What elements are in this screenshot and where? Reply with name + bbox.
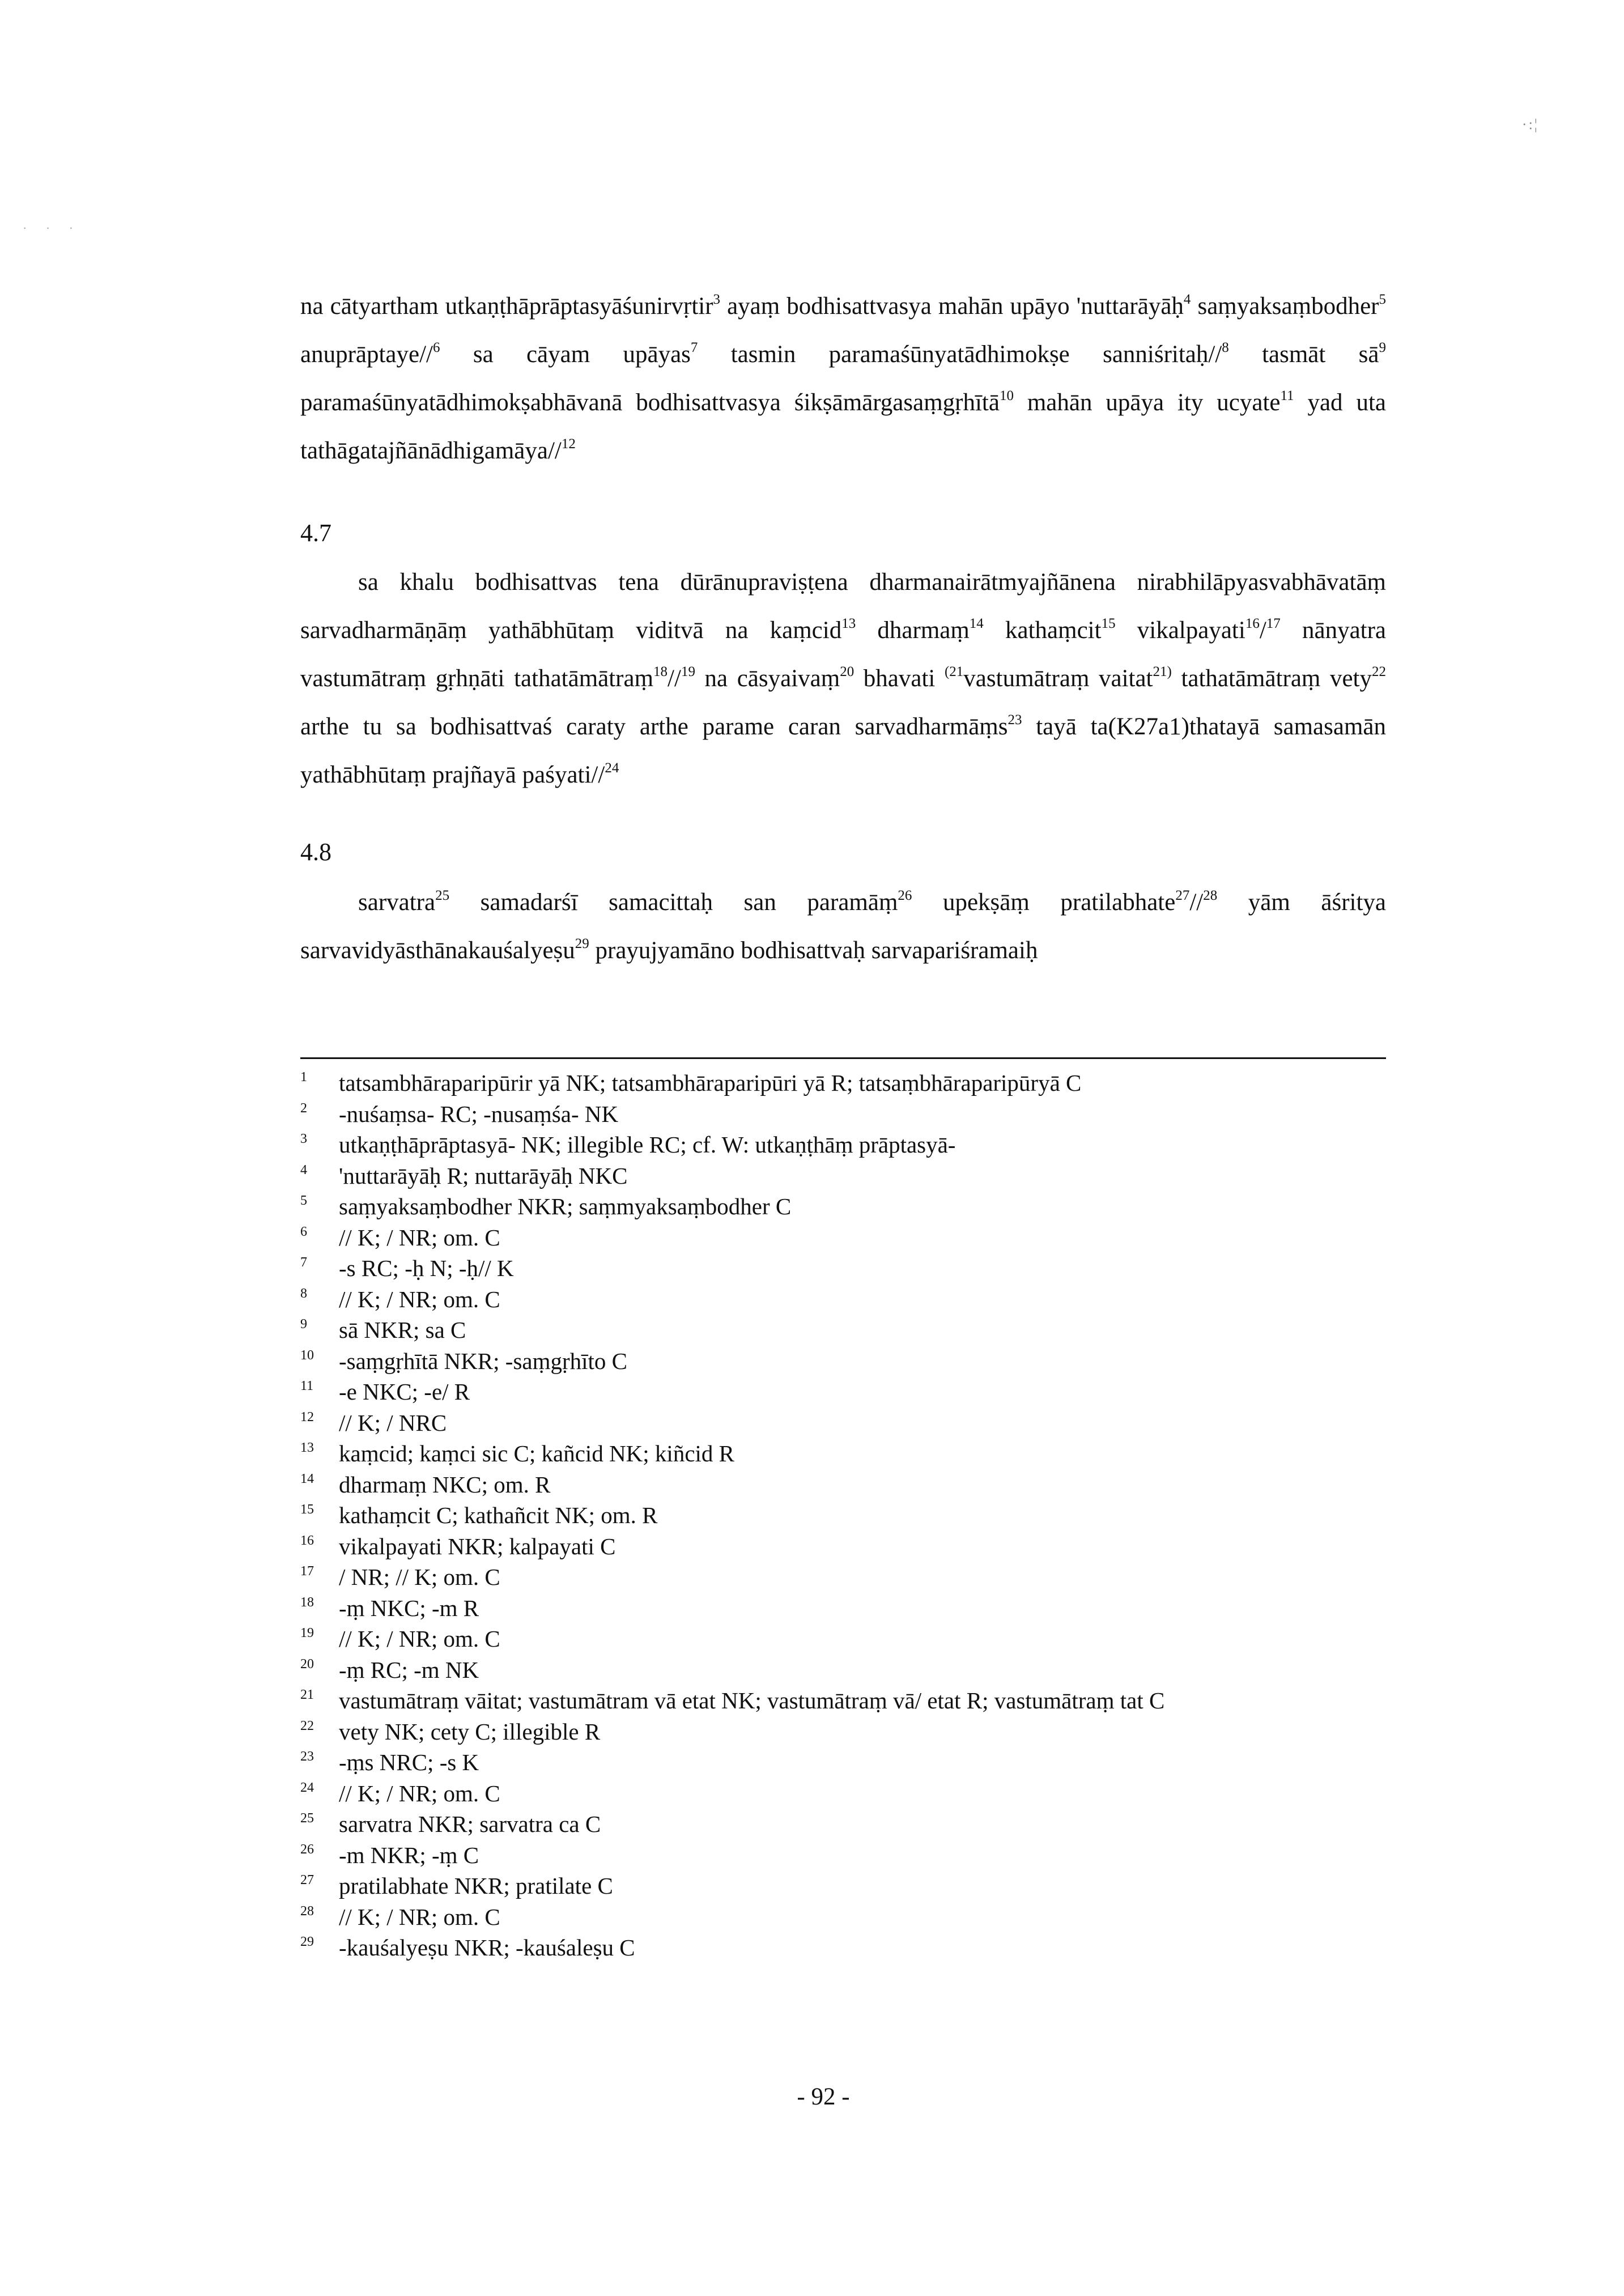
footnote-text: vety NK; cety C; illegible R [339, 1718, 601, 1745]
footnote-number: 29 [300, 1934, 314, 1949]
footnote-marker[interactable]: 28 [1203, 888, 1218, 903]
footnote [300, 1870, 1386, 1902]
footnote-marker[interactable]: 19 [681, 664, 695, 679]
footnote-number: 9 [300, 1317, 307, 1332]
footnote-text: tatsambhāraparipūrir yā NK; tatsambhāraparipūri yā R; tatsaṃbhāraparipūryā C [339, 1070, 1082, 1096]
footnote-number: 16 [300, 1533, 314, 1548]
footnote-number: 15 [300, 1502, 314, 1517]
footnote-marker[interactable]: 12 [561, 436, 576, 452]
footnote-marker[interactable]: 22 [1372, 664, 1387, 679]
footnote-number: 26 [300, 1842, 314, 1857]
footnote [300, 1840, 1386, 1871]
footnote [300, 1376, 1386, 1408]
footnote-number: 25 [300, 1811, 314, 1826]
text-run: bhavati [854, 665, 945, 692]
footnote-number: 27 [300, 1873, 314, 1887]
footnote-number: 3 [300, 1132, 307, 1146]
footnote-text: -nuśaṃsa- RC; -nusaṃśa- NK [339, 1100, 619, 1127]
footnote-text: saṃyaksaṃbodher NKR; saṃmyaksaṃbodher C [339, 1193, 792, 1219]
footnote-text: -ṃs NRC; -s K [339, 1749, 479, 1775]
footnote-number: 8 [300, 1286, 307, 1301]
footnote-number: 12 [300, 1409, 314, 1425]
footnote-marker[interactable]: 21) [1153, 664, 1172, 679]
text-run: na cāsyaivaṃ [695, 665, 840, 692]
footnote [300, 1562, 1386, 1593]
footnote [300, 1408, 1386, 1439]
text-run: // [1189, 889, 1204, 916]
footnote-text: -ṃ NKC; -m R [339, 1595, 479, 1621]
footnote-marker[interactable]: 5 [1379, 292, 1386, 307]
footnote-number: 1 [300, 1070, 307, 1085]
footnote-number: 7 [300, 1255, 307, 1270]
footnote-marker[interactable]: 17 [1266, 616, 1281, 631]
footnote-number: 22 [300, 1718, 314, 1733]
text-run: tasmin paramaśūnyatādhimokṣe sanniśritaḥ// [698, 341, 1222, 368]
footnote [300, 1655, 1386, 1686]
footnote-number: 11 [300, 1379, 314, 1393]
footnote-number: 10 [300, 1347, 314, 1363]
footnote-text: vastumātraṃ vāitat; vastumātram vā etat NK; vastumātraṃ vā/ etat R; vastumātraṃ tat C [339, 1687, 1165, 1714]
footnote [300, 1438, 1386, 1469]
footnote-number: 19 [300, 1626, 314, 1640]
text-run: tayā ta(K27a1)thatayā samasamān yathābhūtaṃ prajñayā paśyati// [300, 713, 1386, 788]
footnote-marker[interactable]: 29 [575, 936, 589, 951]
footnote [300, 1778, 1386, 1809]
footnote-number: 21 [300, 1687, 314, 1702]
section-heading: 4.8 [300, 838, 331, 866]
footnote [300, 1099, 1386, 1130]
text-run: tathatāmātraṃ vety [1171, 665, 1372, 692]
footnote [300, 1747, 1386, 1778]
footnote-marker[interactable]: 3 [713, 292, 721, 307]
footnote-text: -m NKR; -ṃ C [339, 1842, 479, 1868]
text-run: prayujyamāno bodhisattvaḥ sarvapariśramaiḥ [589, 937, 1038, 964]
footnote-text: // K; / NR; om. C [339, 1626, 500, 1652]
footnote [300, 1346, 1386, 1377]
footnote-list [300, 1068, 1386, 1963]
footnote-text: // K; / NR; om. C [339, 1780, 500, 1806]
text-run: ayaṃ bodhisattvasya mahān upāyo 'nuttarāyāḥ [720, 293, 1184, 320]
text-run: paramaśūnyatādhimokṣabhāvanā bodhisattvasya śikṣāmārgasaṃgṛhītā [300, 389, 1000, 416]
footnote-marker[interactable]: 7 [690, 340, 698, 355]
text-run: upekṣāṃ pratilabhate [912, 889, 1176, 916]
scan-speck: · · · [23, 221, 81, 235]
footnote [300, 1469, 1386, 1500]
text-run: saṃyaksaṃbodher [1191, 293, 1379, 320]
text-run: na cātyartham utkaṇṭhāprāptasyāśunirvṛtir [300, 293, 713, 320]
footnote [300, 1623, 1386, 1655]
footnote [300, 1160, 1386, 1192]
footnote [300, 1068, 1386, 1099]
scan-speck: ·:¦ [1521, 116, 1539, 133]
footnote-text: -e NKC; -e/ R [339, 1379, 470, 1405]
text-run: mahān upāya ity ucyate [1013, 389, 1281, 416]
footnote-number: 28 [300, 1903, 314, 1919]
footnote-marker[interactable]: 11 [1280, 388, 1294, 403]
footnote-text: dharmaṃ NKC; om. R [339, 1471, 551, 1498]
footnote-marker[interactable]: 26 [898, 888, 912, 903]
footnote-marker[interactable]: 15 [1101, 616, 1116, 631]
footnote-number: 4 [300, 1162, 307, 1177]
footnote-marker[interactable]: 25 [435, 888, 450, 903]
footnote [300, 1902, 1386, 1933]
footnote-marker[interactable]: 8 [1222, 340, 1229, 355]
footnote-marker[interactable]: 10 [999, 388, 1014, 403]
footnote-text: / NR; // K; om. C [339, 1564, 500, 1590]
footnote-separator [300, 1057, 1386, 1059]
footnote-marker[interactable]: 6 [433, 340, 440, 355]
footnote-text: // K; / NR; om. C [339, 1903, 500, 1930]
footnote-marker[interactable]: 9 [1379, 340, 1386, 355]
body-paragraph [300, 282, 1386, 475]
text-run: arthe tu sa bodhisattvaś caraty arthe parame caran sarvadharmāṃs [300, 713, 1008, 740]
text-run: // [668, 665, 681, 692]
footnote-marker[interactable]: 4 [1183, 292, 1191, 307]
footnote-number: 18 [300, 1595, 314, 1610]
text-run: sa khalu bodhisattvas tena dūrānupraviṣṭena dharmanairātmyajñānena nirabhilāpyasvabhāvatāṃ sarvadharmāṇāṃ yathābhūtaṃ viditvā na kaṃcid [300, 569, 1386, 644]
text-run: / [1259, 617, 1266, 644]
footnote-text: kaṃcid; kaṃci sic C; kañcid NK; kiñcid R [339, 1440, 735, 1466]
footnote-text: sarvatra NKR; sarvatra ca C [339, 1811, 601, 1837]
text-run: yad uta tathāgatajñānādhigamāya// [300, 389, 1386, 464]
footnote-text: // K; / NR; om. C [339, 1286, 500, 1312]
text-run: nānyatra vastumātraṃ gṛhṇāti tathatāmātraṃ [300, 617, 1387, 692]
footnote-number: 2 [300, 1100, 307, 1116]
footnote-text: kathaṃcit C; kathañcit NK; om. R [339, 1502, 658, 1528]
footnote [300, 1531, 1386, 1562]
footnote-marker[interactable]: 27 [1175, 888, 1190, 903]
text-run: kathaṃcit [983, 617, 1102, 644]
text-run: sa cāyam upāyas [440, 341, 691, 368]
footnote [300, 1253, 1386, 1284]
body-paragraph [300, 878, 1386, 975]
footnote-marker[interactable]: 18 [653, 664, 668, 679]
footnote-number: 14 [300, 1471, 314, 1486]
text-run: samadarśī samacittaḥ san paramāṃ [449, 889, 898, 916]
footnote-text: -kauśalyeṣu NKR; -kauśaleṣu C [339, 1934, 635, 1961]
footnote-text: // K; / NR; om. C [339, 1224, 500, 1251]
body-paragraph [300, 558, 1386, 799]
footnote [300, 1685, 1386, 1716]
footnote-marker[interactable]: 16 [1245, 616, 1260, 631]
footnote-marker[interactable]: 14 [969, 616, 984, 631]
footnote [300, 1191, 1386, 1222]
footnote [300, 1932, 1386, 1963]
footnote-marker[interactable]: 23 [1007, 712, 1022, 728]
text-run: dharmaṃ [856, 617, 970, 644]
footnote-marker[interactable]: 13 [841, 616, 856, 631]
text-run: vikalpayati [1115, 617, 1245, 644]
text-run: yām āśritya sarvavidyāsthānakauśalyeṣu [300, 889, 1386, 964]
footnote [300, 1593, 1386, 1624]
footnote-number: 20 [300, 1656, 314, 1672]
text-run: tasmāt sā [1228, 341, 1379, 368]
text-run: anuprāptaye// [300, 341, 433, 368]
footnote [300, 1284, 1386, 1315]
footnote-text: pratilabhate NKR; pratilate C [339, 1873, 613, 1899]
footnote [300, 1315, 1386, 1346]
text-run: sarvatra [358, 889, 436, 916]
footnote-marker[interactable]: 20 [840, 664, 854, 679]
footnote-number: 13 [300, 1440, 314, 1455]
footnote-number: 5 [300, 1193, 307, 1208]
footnote-text: vikalpayati NKR; kalpayati C [339, 1533, 616, 1559]
footnote-marker[interactable]: 24 [605, 760, 619, 776]
page-number: - 92 - [797, 2084, 850, 2110]
footnote-text: -ṃ RC; -m NK [339, 1656, 479, 1683]
footnote-number: 24 [300, 1780, 314, 1795]
footnote-number: 23 [300, 1749, 314, 1764]
footnote [300, 1809, 1386, 1840]
footnote-text: -saṃgṛhītā NKR; -saṃgṛhīto C [339, 1347, 628, 1374]
footnote-text: -s RC; -ḥ N; -ḥ// K [339, 1255, 514, 1281]
footnote-text: 'nuttarāyāḥ R; nuttarāyāḥ NKC [339, 1162, 628, 1189]
footnote [300, 1222, 1386, 1253]
footnote-marker[interactable]: (21 [944, 664, 964, 679]
footnote-text: // K; / NRC [339, 1409, 447, 1436]
footnote [300, 1500, 1386, 1531]
footnote-text: utkaṇṭhāprāptasyā- NK; illegible RC; cf. W: utkaṇṭhāṃ prāptasyā- [339, 1132, 956, 1158]
section-heading: 4.7 [300, 519, 331, 547]
text-run: vastumātraṃ vaitat [963, 665, 1153, 692]
footnote-number: 17 [300, 1564, 314, 1579]
footnote-number: 6 [300, 1224, 307, 1239]
footnote [300, 1129, 1386, 1160]
footnote [300, 1716, 1386, 1747]
footnote-text: sā NKR; sa C [339, 1317, 466, 1343]
